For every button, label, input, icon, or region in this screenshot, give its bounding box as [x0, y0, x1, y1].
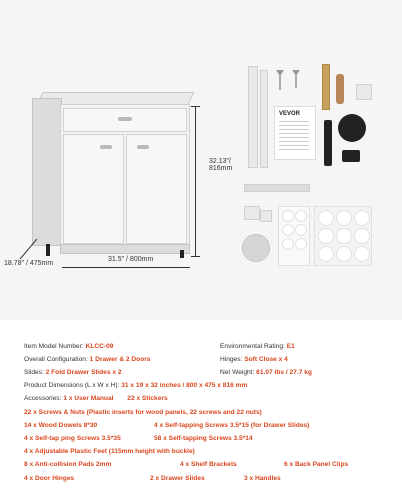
spec-hinges: Hinges: Soft Close x 4: [220, 356, 288, 363]
cabinet-drawer: [63, 108, 187, 132]
left-door-handle-icon: [100, 145, 112, 149]
cabinet-foot-icon: [46, 244, 50, 256]
spec-accessories: Accessories: 1 x User Manual 22 x Stickers: [24, 395, 168, 402]
list-item-door-hinges: 4 x Door Hinges: [24, 475, 75, 482]
cabinet-foot-icon: [180, 250, 184, 258]
pad-icon: [354, 210, 370, 226]
pad-icon: [336, 210, 352, 226]
list-item-back-panel-clips: 6 x Back Panel Clips: [284, 461, 349, 468]
anti-collision-pads-sheet: [278, 206, 310, 266]
list-item-screws-3-5-14: 58 x Self-tapping Screws 3.5*14: [154, 435, 253, 442]
plastic-foot-icon: [324, 120, 332, 166]
spec-configuration: Overall Configuration: 1 Drawer & 2 Doors: [24, 356, 151, 363]
adjustable-foot-icon: [322, 64, 330, 110]
width-dimension-line: [62, 267, 190, 268]
manual-text-lines: [279, 121, 309, 151]
pad-icon: [282, 224, 294, 236]
spec-slides: Slides: 2 Fold Drawer Slides x 2: [24, 369, 122, 376]
depth-dimension-label: 18.78" / 475mm: [4, 260, 54, 267]
height-dimension-tick: [191, 106, 200, 107]
clip-icon: [342, 150, 360, 162]
spec-environmental-rating: Environmental Rating: E1: [220, 343, 295, 350]
list-item-drawer-slides: 2 x Drawer Slides: [150, 475, 205, 482]
manual-brand-label: VEVOR: [279, 111, 301, 117]
list-item-handles: 3 x Handles: [244, 475, 281, 482]
pad-icon: [354, 228, 370, 244]
cabinet-side-panel: [32, 98, 62, 246]
wood-dowel-icon: [336, 74, 344, 104]
pad-icon: [336, 228, 352, 244]
list-item-wood-dowels: 14 x Wood Dowels 8*30: [24, 422, 98, 429]
screw-icon: [292, 70, 300, 88]
hinge-cup-icon: [338, 114, 366, 142]
list-item-screws-3-5-35: 4 x Self-tap ping Screws 3.5*35: [24, 435, 121, 442]
pad-icon: [295, 238, 307, 250]
user-manual-icon: [274, 106, 316, 160]
screw-icon: [276, 70, 284, 90]
pad-icon: [295, 210, 307, 222]
list-item-anti-collision-pads: 8 x Anti-collision Pads 2mm: [24, 461, 112, 468]
spec-model: Item Model Number: KLCC-09: [24, 343, 114, 350]
list-item-shelf-brackets: 4 x Shelf Brackets: [180, 461, 237, 468]
height-dimension-tick: [191, 256, 200, 257]
spec-dimensions: Product Dimensions (L x W x H): 31 x 19 x 32 inches / 800 x 475 x 816 mm: [24, 382, 248, 389]
pad-icon: [295, 224, 307, 236]
accessories-illustration: [238, 60, 398, 270]
drawer-handle-icon: [118, 117, 132, 121]
cabinet-right-door: [126, 134, 187, 244]
list-item-plastic-feet: 4 x Adjustable Plastic Feet (115mm height with buckle): [24, 448, 195, 455]
drawer-slide-icon: [248, 66, 258, 168]
felt-pads-sheet: [314, 206, 372, 266]
list-item-screws-3-5-15: 4 x Self-tapping Screws 3.5*15 (for Drawer Slides): [154, 422, 310, 429]
right-door-handle-icon: [137, 145, 149, 149]
list-item-screws-nuts: 22 x Screws & Nuts (Plastic inserts for wood panels, 22 screws and 22 nuts): [24, 409, 262, 416]
corner-bracket-icon: [260, 210, 272, 222]
pad-icon: [318, 246, 334, 262]
height-dimension-label: 32.13"/ 816mm: [209, 158, 233, 172]
cabinet-toe-kick: [60, 244, 190, 254]
drawer-slide-icon: [260, 70, 268, 168]
corner-bracket-icon: [244, 206, 260, 220]
pad-icon: [354, 246, 370, 262]
pad-icon: [336, 246, 352, 262]
pad-icon: [282, 238, 294, 250]
pad-icon: [282, 210, 294, 222]
cabinet-left-door: [63, 134, 124, 244]
pad-icon: [318, 210, 334, 226]
handle-icon: [244, 184, 310, 192]
sticker-sheet-icon: [242, 234, 270, 262]
height-dimension-line: [195, 106, 196, 256]
width-dimension-label: 31.5" / 800mm: [108, 256, 154, 263]
spec-net-weight: Net Weight: 61.07 lbs / 27.7 kg: [220, 369, 312, 376]
shelf-bracket-icon: [356, 84, 372, 100]
pad-icon: [318, 228, 334, 244]
cabinet-illustration: [30, 92, 190, 260]
